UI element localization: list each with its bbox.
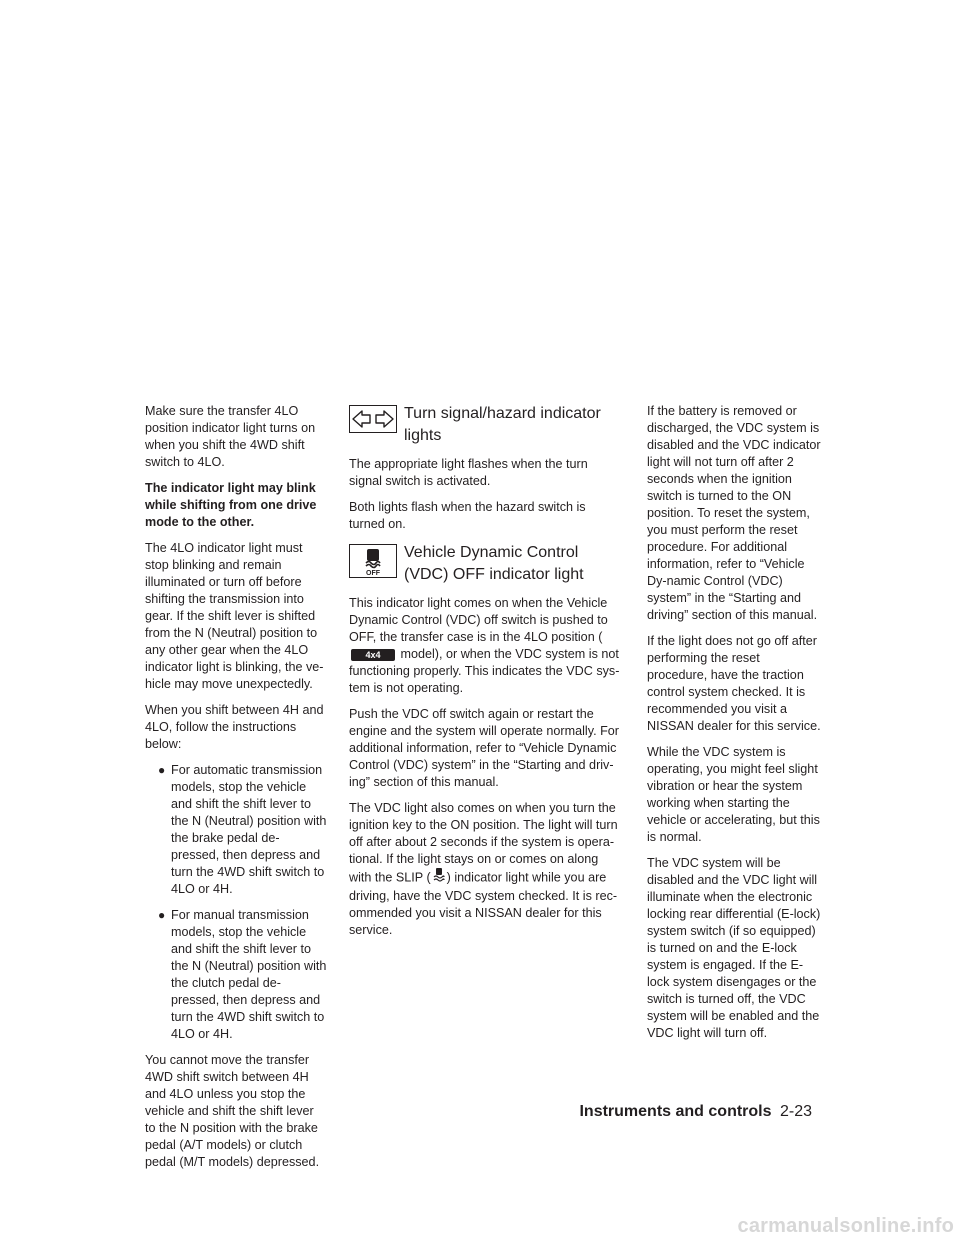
vdc-text-part-a: This indicator light comes on when the Vehicle Dynamic Control (VDC) off switch is pushed to OFF, the transfer case is in the 4LO position ( — [349, 596, 608, 644]
turn-signal-heading-text: Turn signal/hazard indicator lights — [404, 405, 601, 444]
paragraph-battery: If the battery is removed or discharged, the VDC system is disabled and the VDC indicator light will not turn off after 2 seconds when the ignition switch is turned to the ON position. To reset the system, you must perform the reset procedure. For additional information, refer to “Vehicle Dy-namic Control (VDC) system” in the “Starting and driving” section of this manual. — [647, 404, 821, 622]
vdc-off-icon — [349, 544, 397, 583]
bullet-icon: ● — [158, 763, 166, 777]
list-item-text: For automatic transmission models, stop the vehicle and shift the shift lever to the N (Neutral) position with the brake pedal de-pressed, then depress and turn the 4WD shift switch to 4LO or 4H. — [171, 763, 327, 896]
list-item — [145, 907, 327, 1043]
paragraph-4lo-indicator: Make sure the transfer 4LO position indicator light turns on when you shift the 4WD shift switch to 4LO. — [145, 404, 316, 469]
vdc-text-part-b: model), or when the VDC system is not functioning properly. This indicates the VDC sys-tem is not operating. — [349, 647, 620, 695]
watermark: carmanualsonline.info — [737, 1215, 954, 1237]
paragraph-shift-intro: When you shift between 4H and 4LO, follow the instructions below: — [145, 703, 324, 751]
warning-blink-note: The indicator light may blink while shifting from one drive mode to the other. — [145, 481, 317, 529]
paragraph-elock: The VDC system will be disabled and the VDC light will illuminate when the electronic locking rear differential (E-lock) system switch (if so equipped) is turned on and the E-lock system is engaged. If the E-lock system disengages or the switch is turned off, the VDC system will be enabled and the VDC light will turn off. — [647, 856, 821, 1040]
paragraph-hazard: Both lights flash when the hazard switch is turned on. — [349, 500, 586, 531]
vdc-heading-text: Vehicle Dynamic Control (VDC) OFF indicator light — [404, 544, 584, 583]
list-item — [145, 762, 327, 898]
vdc-off-icon-label: OFF — [366, 570, 380, 577]
paragraph-transfer-switch: You cannot move the transfer 4WD shift switch between 4H and 4LO unless you stop the vehicle and shift the shift lever to the N position with the brake pedal (A/T models) or clutch pedal (M/T models) depressed. — [145, 1053, 320, 1169]
column-middle — [349, 403, 621, 948]
column-left — [145, 403, 327, 1180]
paragraph-blinking: The 4LO indicator light must stop blinking and remain illuminated or turn off before shifting the transmission into gear. If the shift lever is shifted from the N (Neutral) position to any other gear when the 4LO indicator light is blinking, the ve-hicle may move unexpectedly. — [145, 541, 324, 691]
section-title: Instruments and controls — [579, 1103, 772, 1120]
vdc-ignition-part-b: ) indicator light while you are driving, have the VDC system checked. It is rec-ommended you visit a NISSAN dealer for this service. — [349, 870, 618, 937]
paragraph-turn-signal: The appropriate light flashes when the turn signal switch is activated. — [349, 457, 588, 488]
paragraph-vibration: While the VDC system is operating, you might feel slight vibration or hear the system working when starting the vehicle or accelerating, but this is normal. — [647, 745, 820, 844]
column-right — [647, 403, 821, 1051]
turn-signal-arrows-icon — [349, 405, 397, 438]
paragraph-vdc-ignition — [349, 800, 621, 939]
instruction-list — [145, 762, 327, 1043]
bullet-icon: ● — [158, 908, 166, 922]
page-footer — [579, 1103, 812, 1121]
vdc-section-heading — [349, 542, 621, 586]
list-item-text: For manual transmission models, stop the vehicle and shift the shift lever to the N (Neutral) position with the clutch pedal de-pressed, then depress and turn the 4WD shift switch to 4LO or 4H. — [171, 908, 327, 1041]
paragraph-reset-failure: If the light does not go off after performing the reset procedure, have the traction control system checked. It is recommended you visit a NISSAN dealer for this service. — [647, 634, 821, 733]
four-by-four-badge-icon: 4x4 — [351, 649, 395, 661]
turn-signal-section-heading — [349, 403, 621, 447]
vdc-ignition-part-a: The VDC light also comes on when you turn the ignition key to the ON position. The light will turn off after about 2 seconds if the system is opera-tional. If the light stays on or comes on along with the SLIP ( — [349, 801, 618, 885]
slip-indicator-icon — [433, 868, 445, 888]
page-number: 2-23 — [779, 1103, 812, 1120]
paragraph-vdc-off — [349, 595, 621, 697]
paragraph-vdc-reset: Push the VDC off switch again or restart the engine and the system will operate normally. For additional information, refer to “Vehicle Dynamic Control (VDC) system” in the “Starting and driv-ing” section of this manual. — [349, 707, 619, 789]
